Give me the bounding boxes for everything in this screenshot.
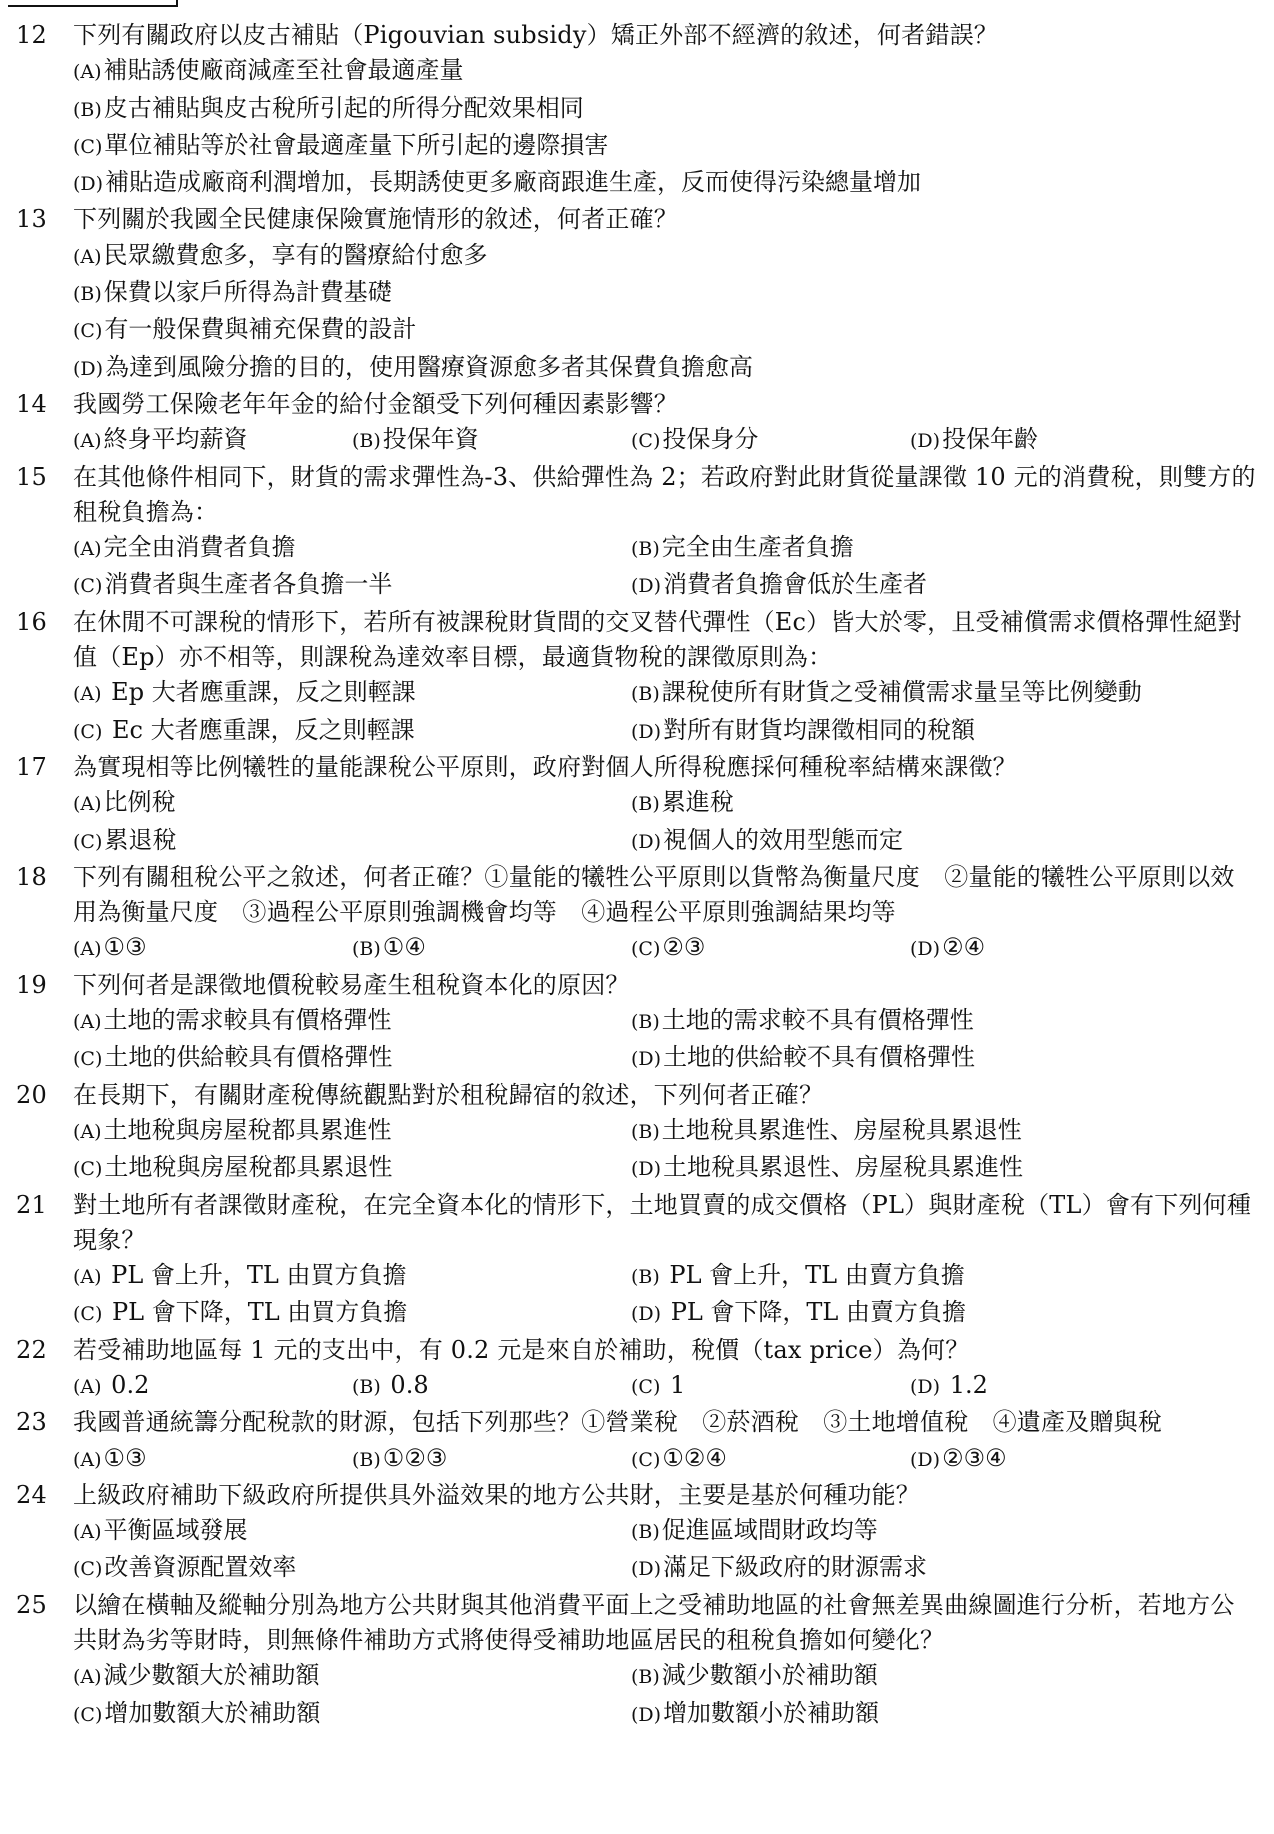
question-number: 18 xyxy=(16,862,47,891)
answer-option xyxy=(631,1441,910,1478)
question-number: 20 xyxy=(16,1080,47,1109)
option-text: 滿足下級政府的財源需求 xyxy=(663,1553,928,1582)
question-15 xyxy=(0,460,1274,605)
answer-options xyxy=(0,930,1274,967)
answer-option xyxy=(73,165,1264,202)
question-12 xyxy=(0,18,1274,202)
option-label: (C) xyxy=(73,720,103,743)
option-text: PL 會上升，TL 由買方負擔 xyxy=(103,1261,407,1290)
answer-option xyxy=(352,1368,631,1405)
answer-option xyxy=(73,312,1264,349)
answer-option xyxy=(73,1368,352,1405)
option-label: (B) xyxy=(352,430,381,453)
option-text: 皮古補貼與皮古稅所引起的所得分配效果相同 xyxy=(103,93,584,122)
option-text: 0.8 xyxy=(382,1370,429,1399)
question-23 xyxy=(0,1405,1274,1478)
option-label: (A) xyxy=(73,1448,102,1471)
option-text: 平衡區域發展 xyxy=(103,1516,248,1545)
question-text: 下列有關政府以皮古補貼（Pigouvian subsidy）矯正外部不經濟的敘述，何者錯誤？ xyxy=(73,21,998,49)
option-text: 0.2 xyxy=(103,1370,150,1399)
answer-option xyxy=(73,91,1264,128)
answer-options xyxy=(0,1441,1274,1478)
option-text: Ec 大者應重課，反之則輕課 xyxy=(104,715,415,744)
option-text: ②③④ xyxy=(942,1443,1007,1472)
option-label: (B) xyxy=(73,283,102,306)
option-text: ①③ xyxy=(103,1443,147,1472)
option-label: (D) xyxy=(631,1558,662,1581)
question-17 xyxy=(0,750,1274,860)
option-label: (C) xyxy=(73,1158,103,1181)
answer-options xyxy=(0,422,1274,459)
question-stem xyxy=(0,1078,1274,1113)
answer-option xyxy=(73,1658,631,1695)
option-label: (A) xyxy=(73,1521,102,1544)
question-text: 為實現相等比例犧牲的量能課稅公平原則，政府對個人所得稅應採何種稅率結構來課徵？ xyxy=(73,752,1017,781)
question-text: 在休閒不可課稅的情形下，若所有被課稅財貨間的交叉替代彈性（Ec）皆大於零，且受補償需求價格彈性絕對值（Ep）亦不相等，則課稅為達效率目標，最適貨物稅的課徵原則為： xyxy=(73,607,1242,672)
option-label: (D) xyxy=(631,830,662,853)
option-text: 有一般保費與補充保費的設計 xyxy=(104,315,417,344)
answer-options xyxy=(0,1513,1274,1588)
answer-option xyxy=(631,530,1189,567)
question-18 xyxy=(0,860,1274,968)
answer-option xyxy=(73,823,631,860)
answer-option xyxy=(631,1696,1189,1733)
question-text: 對土地所有者課徵財產稅，在完全資本化的情形下，土地買賣的成交價格（PL）與財產稅（TL）會有下列何種現象？ xyxy=(73,1190,1252,1254)
question-number: 22 xyxy=(16,1335,47,1364)
answer-option xyxy=(631,785,1189,822)
question-24 xyxy=(0,1478,1274,1588)
option-text: 完全由生產者負擔 xyxy=(661,533,854,562)
question-stem xyxy=(0,750,1274,785)
question-14 xyxy=(0,387,1274,460)
question-number: 21 xyxy=(16,1190,47,1219)
question-text: 在長期下，有關財產稅傳統觀點對於租稅歸宿的敘述，下列何者正確？ xyxy=(73,1080,824,1109)
answer-option xyxy=(631,1368,910,1405)
option-text: 增加數額小於補助額 xyxy=(663,1698,880,1727)
option-label: (D) xyxy=(631,1048,662,1071)
answer-option xyxy=(631,930,910,967)
option-label: (D) xyxy=(631,1158,662,1181)
answer-option xyxy=(631,1295,1189,1332)
answer-option xyxy=(73,238,1264,275)
option-text: 減少數額大於補助額 xyxy=(103,1661,320,1690)
header-rule xyxy=(8,0,178,7)
answer-option xyxy=(73,1113,631,1150)
question-number: 25 xyxy=(16,1590,47,1619)
answer-options xyxy=(0,1658,1274,1733)
option-label: (B) xyxy=(631,538,660,561)
question-stem xyxy=(0,1188,1274,1259)
question-stem xyxy=(0,860,1274,931)
answer-option xyxy=(73,350,1264,387)
option-text: 對所有財貨均課徵相同的稅額 xyxy=(663,715,976,744)
answer-option xyxy=(73,1040,631,1077)
option-text: 投保年資 xyxy=(382,425,479,454)
option-label: (B) xyxy=(352,1448,381,1471)
option-label: (A) xyxy=(73,538,102,561)
answer-option xyxy=(73,128,1264,165)
question-stem xyxy=(0,1588,1274,1659)
answer-option xyxy=(73,1441,352,1478)
question-stem xyxy=(0,387,1274,422)
option-label: (A) xyxy=(73,430,102,453)
option-text: 土地的需求較不具有價格彈性 xyxy=(661,1006,974,1035)
answer-options xyxy=(0,1258,1274,1333)
question-stem xyxy=(0,202,1274,237)
option-label: (A) xyxy=(73,683,102,706)
option-label: (D) xyxy=(910,430,941,453)
answer-option xyxy=(73,785,631,822)
question-list xyxy=(0,18,1274,1733)
option-label: (B) xyxy=(631,1266,660,1289)
option-label: (A) xyxy=(73,1011,102,1034)
option-label: (A) xyxy=(73,61,102,84)
option-text: 補貼造成廠商利潤增加，長期誘使更多廠商跟進生產，反而使得污染總量增加 xyxy=(105,168,922,197)
question-20 xyxy=(0,1078,1274,1188)
option-text: 1.2 xyxy=(942,1370,988,1399)
question-25 xyxy=(0,1588,1274,1733)
answer-option xyxy=(73,567,631,604)
question-text: 在其他條件相同下，財貨的需求彈性為-3、供給彈性為 2；若政府對此財貨從量課徵 10 元的消費稅，則雙方的租稅負擔為： xyxy=(73,462,1256,526)
option-label: (D) xyxy=(73,173,104,196)
option-label: (D) xyxy=(73,357,104,380)
answer-option xyxy=(352,422,631,459)
question-22 xyxy=(0,1333,1274,1406)
question-text: 下列關於我國全民健康保險實施情形的敘述，何者正確？ xyxy=(73,205,678,234)
answer-option xyxy=(631,422,910,459)
option-label: (A) xyxy=(73,1666,102,1689)
answer-option xyxy=(73,1513,631,1550)
option-text: 增加數額大於補助額 xyxy=(104,1698,321,1727)
answer-options xyxy=(0,1113,1274,1188)
question-text: 我國勞工保險老年年金的給付金額受下列何種因素影響？ xyxy=(73,389,678,418)
option-label: (C) xyxy=(73,320,103,343)
answer-option xyxy=(73,275,1264,312)
question-13 xyxy=(0,202,1274,386)
option-text: 課稅使所有財貨之受補償需求量呈等比例變動 xyxy=(661,678,1142,707)
option-label: (C) xyxy=(73,830,103,853)
option-text: ①④ xyxy=(382,933,426,962)
question-number: 19 xyxy=(16,970,47,999)
option-label: (C) xyxy=(73,1558,103,1581)
option-label: (D) xyxy=(910,1448,941,1471)
question-text: 下列有關租稅公平之敘述，何者正確？①量能的犧牲公平原則以貨幣為衡量尺度 ②量能的犧牲公平原則以效用為衡量尺度 ③過程公平原則強調機會均等 ④過程公平原則強調結果均等 xyxy=(73,862,1235,927)
answer-option xyxy=(352,1441,631,1478)
option-text: 土地的供給較具有價格彈性 xyxy=(104,1043,393,1072)
option-label: (D) xyxy=(910,1375,941,1398)
option-text: 單位補貼等於社會最適產量下所引起的邊際損害 xyxy=(104,130,609,159)
option-text: 土地稅具累退性、房屋稅具累進性 xyxy=(663,1153,1024,1182)
question-16 xyxy=(0,605,1274,750)
answer-option xyxy=(73,530,631,567)
option-label: (B) xyxy=(631,683,660,706)
option-label: (A) xyxy=(73,1120,102,1143)
answer-option xyxy=(631,567,1189,604)
question-number: 15 xyxy=(16,462,47,491)
option-label: (D) xyxy=(631,720,662,743)
option-label: (A) xyxy=(73,793,102,816)
answer-options xyxy=(0,238,1274,387)
answer-option xyxy=(73,53,1264,90)
answer-option xyxy=(910,422,1189,459)
option-label: (C) xyxy=(73,135,103,158)
answer-option xyxy=(631,823,1189,860)
option-text: 改善資源配置效率 xyxy=(104,1553,297,1582)
answer-option xyxy=(73,1696,631,1733)
option-label: (C) xyxy=(73,1703,103,1726)
question-text: 我國普通統籌分配稅款的財源，包括下列那些？①營業稅 ②菸酒稅 ③土地增值稅 ④遺產及贈與稅 xyxy=(73,1408,1162,1437)
question-21 xyxy=(0,1188,1274,1333)
option-label: (C) xyxy=(631,1375,661,1398)
answer-option xyxy=(631,1040,1189,1077)
option-text: 促進區域間財政均等 xyxy=(661,1516,878,1545)
question-stem xyxy=(0,460,1274,531)
answer-options xyxy=(0,785,1274,860)
answer-option xyxy=(631,1513,1189,1550)
option-text: 累退稅 xyxy=(104,825,177,854)
question-stem xyxy=(0,1405,1274,1440)
option-label: (D) xyxy=(631,575,662,598)
option-text: 消費者負擔會低於生產者 xyxy=(663,570,928,599)
option-label: (B) xyxy=(631,1120,660,1143)
option-label: (D) xyxy=(631,1303,662,1326)
question-text: 上級政府補助下級政府所提供具外溢效果的地方公共財，主要是基於何種功能？ xyxy=(73,1480,920,1509)
option-label: (B) xyxy=(73,98,102,121)
option-text: ①③ xyxy=(103,933,147,962)
option-text: 補貼誘使廠商減產至社會最適產量 xyxy=(103,56,464,85)
answer-option xyxy=(631,1550,1189,1587)
question-number: 24 xyxy=(16,1480,47,1509)
option-text: 視個人的效用型態而定 xyxy=(663,825,904,854)
answer-option xyxy=(631,1003,1189,1040)
question-text: 若受補助地區每 1 元的支出中，有 0.2 元是來自於補助，稅價（tax price）為何？ xyxy=(73,1335,970,1364)
option-label: (A) xyxy=(73,1266,102,1289)
option-text: 終身平均薪資 xyxy=(103,425,248,454)
answer-option xyxy=(631,1150,1189,1187)
option-label: (C) xyxy=(73,1048,103,1071)
question-stem xyxy=(0,605,1274,676)
answer-option xyxy=(73,713,631,750)
option-label: (B) xyxy=(631,1521,660,1544)
option-text: 投保身分 xyxy=(662,425,759,454)
answer-options xyxy=(0,1368,1274,1405)
answer-option xyxy=(73,930,352,967)
option-text: 為達到風險分擔的目的，使用醫療資源愈多者其保費負擔愈高 xyxy=(105,352,754,381)
question-number: 13 xyxy=(16,205,47,234)
question-number: 17 xyxy=(16,752,47,781)
option-label: (B) xyxy=(631,793,660,816)
option-text: 1 xyxy=(662,1370,686,1399)
answer-option xyxy=(631,675,1189,712)
option-text: 土地的供給較不具有價格彈性 xyxy=(663,1043,976,1072)
answer-options xyxy=(0,530,1274,605)
question-text: 下列何者是課徵地價稅較易產生租稅資本化的原因？ xyxy=(73,970,630,999)
option-label: (A) xyxy=(73,938,102,961)
option-label: (C) xyxy=(631,938,661,961)
option-text: 投保年齡 xyxy=(942,425,1039,454)
option-label: (B) xyxy=(352,938,381,961)
answer-option xyxy=(73,1295,631,1332)
option-text: 土地稅具累進性、房屋稅具累退性 xyxy=(661,1115,1022,1144)
answer-option xyxy=(73,1003,631,1040)
answer-option xyxy=(910,1368,1189,1405)
answer-option xyxy=(631,1658,1189,1695)
answer-option xyxy=(631,713,1189,750)
option-label: (B) xyxy=(631,1666,660,1689)
option-text: PL 會下降，TL 由買方負擔 xyxy=(104,1298,408,1327)
option-label: (D) xyxy=(910,938,941,961)
option-text: 累進稅 xyxy=(661,788,734,817)
answer-options xyxy=(0,675,1274,750)
option-text: PL 會下降，TL 由賣方負擔 xyxy=(663,1298,966,1327)
question-stem xyxy=(0,968,1274,1003)
answer-option xyxy=(910,1441,1189,1478)
option-text: 民眾繳費愈多，享有的醫療給付愈多 xyxy=(103,240,488,269)
option-text: ①②④ xyxy=(662,1443,727,1472)
option-label: (C) xyxy=(73,575,103,598)
option-text: 完全由消費者負擔 xyxy=(103,533,296,562)
option-text: Ep 大者應重課，反之則輕課 xyxy=(103,678,416,707)
question-19 xyxy=(0,968,1274,1078)
option-text: 土地稅與房屋稅都具累退性 xyxy=(104,1153,393,1182)
question-number: 12 xyxy=(16,21,47,49)
question-stem xyxy=(0,18,1274,53)
answer-options xyxy=(0,53,1274,202)
answer-options xyxy=(0,1003,1274,1078)
answer-option xyxy=(631,1113,1189,1150)
question-number: 23 xyxy=(16,1408,47,1437)
option-text: 土地的需求較具有價格彈性 xyxy=(103,1006,392,1035)
question-stem xyxy=(0,1478,1274,1513)
answer-option xyxy=(73,422,352,459)
option-label: (A) xyxy=(73,245,102,268)
question-text: 以繪在橫軸及縱軸分別為地方公共財與其他消費平面上之受補助地區的社會無差異曲線圖進行分析，若地方公共財為劣等財時，則無條件補助方式將使得受補助地區居民的租稅負擔如何變化？ xyxy=(73,1590,1235,1655)
option-text: PL 會上升，TL 由賣方負擔 xyxy=(661,1261,965,1290)
answer-option xyxy=(352,930,631,967)
option-text: ①②③ xyxy=(382,1443,448,1472)
option-text: ②③ xyxy=(662,933,706,962)
option-text: 比例稅 xyxy=(103,788,176,817)
answer-option xyxy=(631,1258,1189,1295)
question-number: 14 xyxy=(16,389,47,418)
answer-option xyxy=(73,1550,631,1587)
option-text: 土地稅與房屋稅都具累進性 xyxy=(103,1115,392,1144)
option-text: 消費者與生產者各負擔一半 xyxy=(104,570,393,599)
answer-option xyxy=(910,930,1189,967)
option-label: (C) xyxy=(73,1303,103,1326)
option-text: 減少數額小於補助額 xyxy=(661,1661,878,1690)
question-number: 16 xyxy=(16,607,47,636)
answer-option xyxy=(73,1258,631,1295)
option-text: ②④ xyxy=(942,933,986,962)
option-label: (B) xyxy=(352,1375,381,1398)
question-stem xyxy=(0,1333,1274,1368)
option-label: (D) xyxy=(631,1703,662,1726)
answer-option xyxy=(73,675,631,712)
option-label: (A) xyxy=(73,1375,102,1398)
option-label: (C) xyxy=(631,430,661,453)
option-text: 保費以家戶所得為計費基礎 xyxy=(103,278,392,307)
option-label: (C) xyxy=(631,1448,661,1471)
answer-option xyxy=(73,1150,631,1187)
option-label: (B) xyxy=(631,1011,660,1034)
